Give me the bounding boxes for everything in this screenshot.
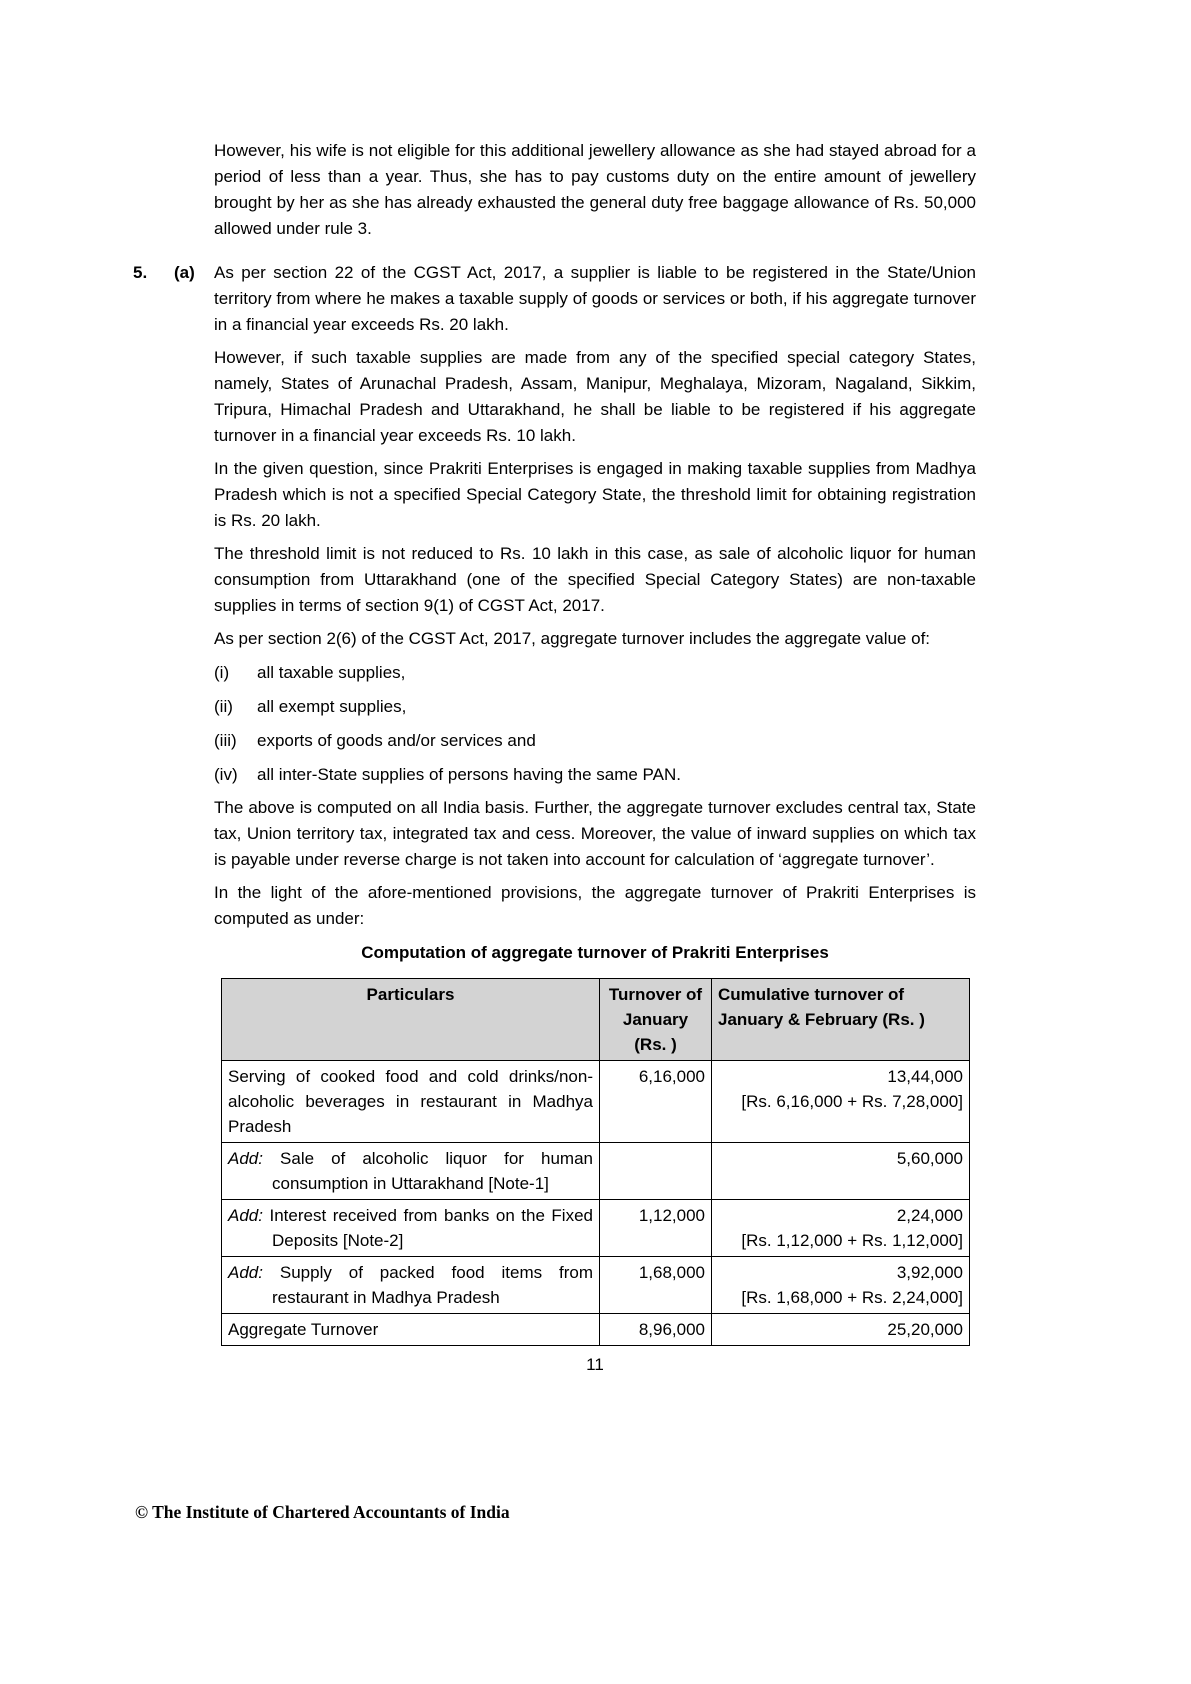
list-marker: (iv) — [214, 765, 238, 784]
cell-january-value: 1,68,000 — [600, 1257, 712, 1314]
list-item — [214, 762, 976, 788]
cell-january-value — [600, 1143, 712, 1200]
row-prefix: Add: — [228, 1149, 263, 1168]
table-row — [222, 1314, 970, 1346]
computation-table — [221, 978, 970, 1346]
row-prefix: Add: — [228, 1263, 263, 1282]
list-item — [214, 728, 976, 754]
cell-cumulative — [712, 1143, 970, 1200]
particulars-text: Supply of packed food items from restaurant in Madhya Pradesh — [272, 1263, 593, 1307]
list-text: all taxable supplies, — [257, 663, 406, 682]
cumulative-detail: [Rs. 1,68,000 + Rs. 2,24,000] — [741, 1288, 963, 1307]
table-title: Computation of aggregate turnover of Prakriti Enterprises — [361, 943, 829, 962]
question-number: 5. — [133, 263, 148, 282]
paragraph: As per section 22 of the CGST Act, 2017, a supplier is liable to be registered in the State/Union territory from where he makes a taxable supply of goods or services or both, if his aggregate turnover in a financial year exceeds Rs. 20 lakh. — [214, 263, 976, 334]
lead-paragraph: However, his wife is not eligible for this additional jewellery allowance as she had stayed abroad for a period of less than a year. Thus, she has to pay customs duty on the entire amount of jewellery brought by her as she has already exhausted the general duty free baggage allowance of Rs. 50,000 allowed under rule 3. — [214, 141, 976, 238]
copyright-footer: © The Institute of Chartered Accountants of India — [135, 1502, 510, 1522]
table-header-row — [222, 979, 970, 1061]
list-marker: (i) — [214, 663, 230, 682]
paragraph: In the given question, since Prakriti Enterprises is engaged in making taxable supplies from Madhya Pradesh which is not a specified Special Category State, the threshold limit for obtaining registration is Rs. 20 lakh. — [214, 459, 976, 530]
cell-particulars: Serving of cooked food and cold drinks/non-alcoholic beverages in restaurant in Madhya Pradesh — [222, 1061, 600, 1143]
question-part-label: (a) — [174, 263, 195, 282]
page-number: 11 — [586, 1355, 604, 1374]
cumulative-value: 3,92,000 — [896, 1263, 963, 1282]
column-header-particulars: Particulars — [222, 979, 600, 1061]
cell-january-value: 8,96,000 — [600, 1314, 712, 1346]
paragraph: However, if such taxable supplies are made from any of the specified special category States, namely, States of Arunachal Pradesh, Assam, Manipur, Meghalaya, Mizoram, Nagaland, Sikkim, Tripura, Himachal Pradesh and Uttarakhand, he shall be liable to be registered if his aggregate turnover in a financial year exceeds Rs. 10 lakh. — [214, 348, 976, 445]
paragraph: In the light of the afore-mentioned provisions, the aggregate turnover of Prakriti Enterprises is computed as under: — [214, 883, 976, 928]
cell-cumulative — [712, 1314, 970, 1346]
cell-cumulative — [712, 1257, 970, 1314]
table-row — [222, 1061, 970, 1143]
table-row — [222, 1200, 970, 1257]
list-item — [214, 660, 976, 686]
list-text: all inter-State supplies of persons having the same PAN. — [257, 765, 681, 784]
list-item — [214, 694, 976, 720]
column-header-january-turnover: Turnover of January (Rs. ) — [600, 979, 712, 1061]
paragraph: The threshold limit is not reduced to Rs. 10 lakh in this case, as sale of alcoholic liquor for human consumption from Uttarakhand (one of the specified Special Category States) are non-taxable supplies in terms of section 9(1) of CGST Act, 2017. — [214, 544, 976, 615]
cumulative-value: 13,44,000 — [887, 1067, 963, 1086]
cell-january-value: 6,16,000 — [600, 1061, 712, 1143]
cumulative-detail: [Rs. 6,16,000 + Rs. 7,28,000] — [741, 1092, 963, 1111]
cell-particulars — [222, 1200, 600, 1257]
paragraph: The above is computed on all India basis. Further, the aggregate turnover excludes central tax, State tax, Union territory tax, integrated tax and cess. Moreover, the value of inward supplies on which tax is payable under reverse charge is not taken into account for calculation of ‘aggregate turnover’. — [214, 798, 976, 869]
paragraph: As per section 2(6) of the CGST Act, 2017, aggregate turnover includes the aggregate value of: — [214, 629, 931, 648]
table-row — [222, 1143, 970, 1200]
cumulative-value: 25,20,000 — [887, 1320, 963, 1339]
list-text: exports of goods and/or services and — [257, 731, 536, 750]
column-header-cumulative-turnover: Cumulative turnover of January & February (Rs. ) — [712, 979, 970, 1061]
question-5a-section — [133, 260, 976, 1378]
cell-cumulative — [712, 1061, 970, 1143]
cell-particulars — [222, 1257, 600, 1314]
cell-particulars — [222, 1143, 600, 1200]
cumulative-detail: [Rs. 1,12,000 + Rs. 1,12,000] — [741, 1231, 963, 1250]
cumulative-value: 2,24,000 — [896, 1206, 963, 1225]
cumulative-value: 5,60,000 — [896, 1149, 963, 1168]
cell-particulars: Aggregate Turnover — [222, 1314, 600, 1346]
list-text: all exempt supplies, — [257, 697, 407, 716]
row-prefix: Add: — [228, 1206, 263, 1225]
particulars-text: Interest received from banks on the Fixed Deposits [Note-2] — [269, 1206, 593, 1250]
cell-january-value: 1,12,000 — [600, 1200, 712, 1257]
particulars-text: Sale of alcoholic liquor for human consumption in Uttarakhand [Note-1] — [272, 1149, 593, 1193]
table-row — [222, 1257, 970, 1314]
document-body — [133, 138, 976, 1378]
cell-cumulative — [712, 1200, 970, 1257]
list-marker: (iii) — [214, 731, 237, 750]
list-marker: (ii) — [214, 697, 233, 716]
